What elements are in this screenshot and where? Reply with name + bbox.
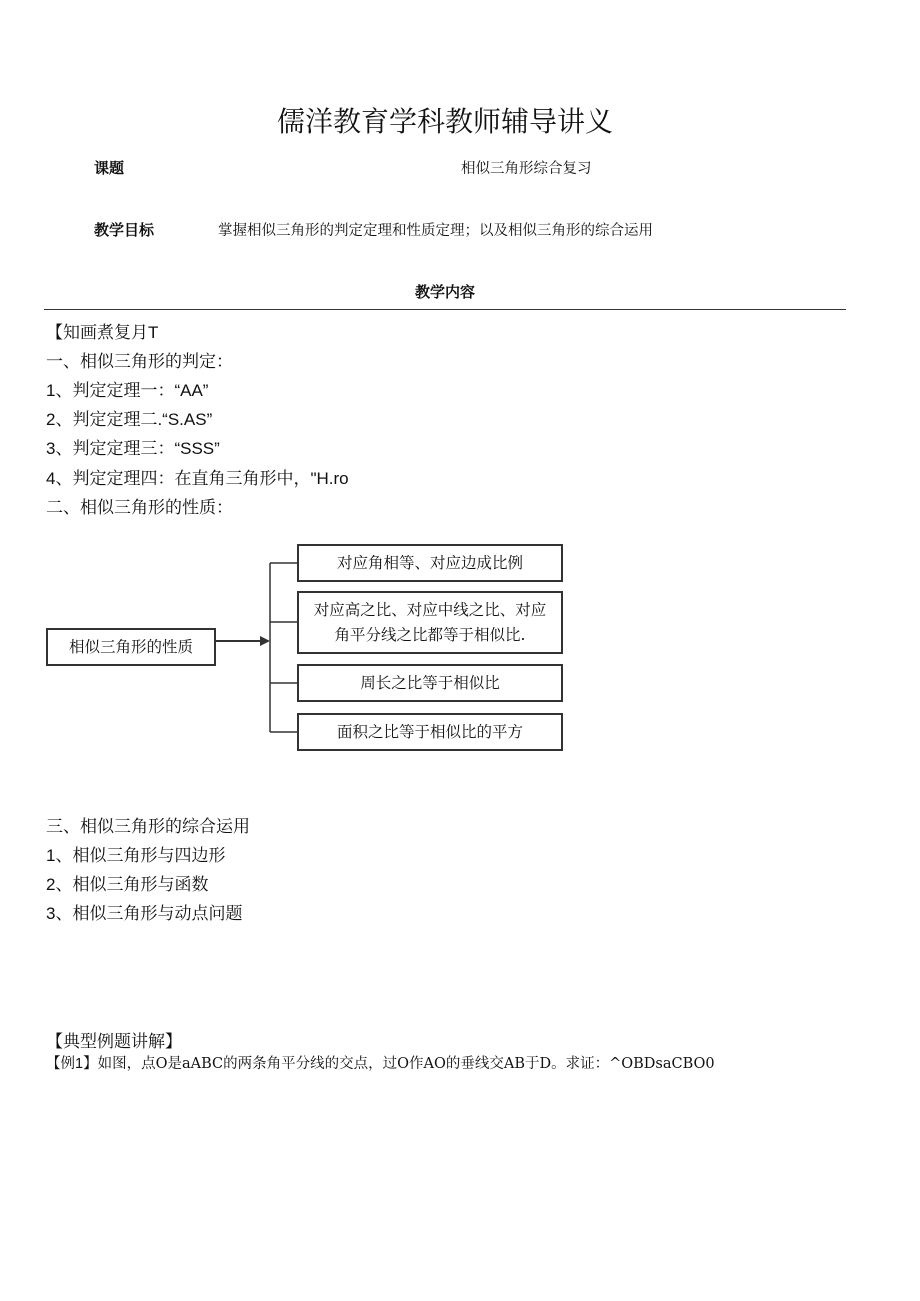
content-heading: 教学内容 [414, 284, 475, 301]
review-line: 一、相似三角形的判定： [46, 352, 233, 371]
application-line: 三、相似三角形的综合运用 [46, 817, 250, 836]
goal-label: 教学目标 [94, 222, 155, 239]
topic-label: 课题 [94, 160, 125, 177]
goal-value: 掌握相似三角形的判定定理和性质定理；以及相似三角形的综合运用 [218, 223, 653, 239]
example-1-tag: 【例1】 [46, 1056, 98, 1072]
diagram-root-box: 相似三角形的性质 [46, 628, 216, 666]
example-1-text: 如图，点O是aABC的两条角平分线的交点，过O作AO的垂线交AB于D。求证：^OBDsaCBO0 [97, 1056, 715, 1072]
page-title: 儒洋教育学科教师辅导讲义 [276, 105, 613, 138]
diagram-branch-box: 面积之比等于相似比的平方 [297, 713, 563, 751]
diagram-branch-box: 周长之比等于相似比 [297, 664, 563, 702]
arrow-head [260, 636, 270, 646]
application-line: 1、相似三角形与四边形 [46, 846, 226, 865]
application-line: 3、相似三角形与动点问题 [46, 904, 243, 923]
review-section-title: 【知画煮复月T [46, 323, 159, 342]
diagram-branch-box: 对应高之比、对应中线之比、对应角平分线之比都等于相似比. [297, 591, 563, 654]
example-1 [46, 1052, 715, 1073]
review-line: 3、判定定理三：“SSS” [46, 439, 220, 458]
review-line: 2、判定定理二.“S.AS” [46, 410, 213, 429]
review-line: 4、判定定理四：在直角三角形中，"H.ro [46, 469, 349, 488]
topic-value: 相似三角形综合复习 [461, 161, 592, 177]
application-line: 2、相似三角形与函数 [46, 875, 209, 894]
examples-section-title: 【典型例题讲解】 [46, 1032, 182, 1051]
review-line: 1、判定定理一：“AA” [46, 381, 209, 400]
review-line: 二、相似三角形的性质： [46, 498, 233, 517]
diagram-branch-box: 对应角相等、对应边成比例 [297, 544, 563, 582]
